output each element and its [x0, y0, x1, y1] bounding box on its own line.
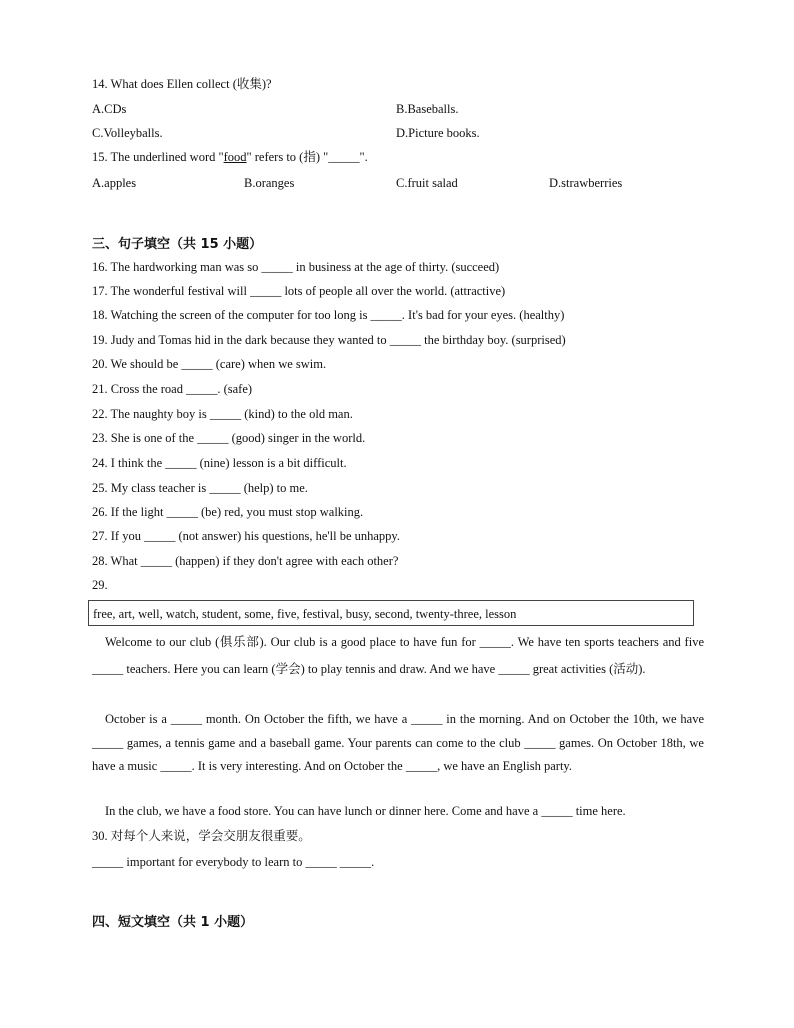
sentence-17: 17. The wonderful festival will _____ lots of people all over the world. (attractive)	[92, 284, 506, 298]
q14-option-d: D.Picture books.	[396, 126, 480, 140]
sentence-28: 28. What _____ (happen) if they don't agree with each other?	[92, 554, 399, 568]
question-29-number: 29.	[92, 578, 108, 592]
q14-option-c: C.Volleyballs.	[92, 126, 163, 140]
sentence-19: 19. Judy and Tomas hid in the dark because they wanted to _____ the birthday boy. (surprised)	[92, 333, 566, 347]
q15-underlined-word: food	[223, 150, 247, 164]
question-30-prompt: 30. 对每个人来说，学会交朋友很重要。	[92, 829, 311, 843]
sentence-22: 22. The naughty boy is _____ (kind) to the old man.	[92, 407, 353, 421]
question-15-stem	[92, 149, 368, 165]
word-bank-text: free, art, well, watch, student, some, five, festival, busy, second, twenty-three, lesson	[93, 607, 517, 621]
q14-option-a: A.CDs	[92, 102, 127, 116]
q15-option-c: C.fruit salad	[396, 176, 458, 190]
passage-paragraph-2: October is a _____ month. On October the fifth, we have a _____ in the morning. And on October the 10th, we have _____ games, a tennis game and a baseball game. Your parents can come to the club _____ games. On October 18th, we have a music _____. It is very interesting. And on October the _____, we have an English party.	[92, 712, 704, 773]
passage-paragraph-1: Welcome to our club (俱乐部). Our club is a good place to have fun for _____. We have ten sports teachers and five _____ teachers. Here you can learn (学会) to play tennis and draw. And we have _____ great activities (活动).	[92, 635, 704, 676]
q15-stem-before: 15. The underlined word "	[92, 150, 224, 164]
question-14-stem: 14. What does Ellen collect (收集)?	[92, 77, 272, 91]
sentence-27: 27. If you _____ (not answer) his questions, he'll be unhappy.	[92, 529, 400, 543]
section-4-heading: 四、短文填空（共 1 小题）	[92, 915, 254, 930]
sentence-20: 20. We should be _____ (care) when we swim.	[92, 357, 327, 371]
passage-paragraph-3: In the club, we have a food store. You can have lunch or dinner here. Come and have a _____ time here.	[105, 804, 626, 818]
q15-stem-after: " refers to (指) "_____".	[246, 150, 368, 164]
q15-option-a: A.apples	[92, 176, 137, 190]
q14-option-b: B.Baseballs.	[396, 102, 459, 116]
sentence-23: 23. She is one of the _____ (good) singer in the world.	[92, 431, 366, 445]
sentence-25: 25. My class teacher is _____ (help) to me.	[92, 481, 308, 495]
sentence-16: 16. The hardworking man was so _____ in business at the age of thirty. (succeed)	[92, 260, 500, 274]
sentence-26: 26. If the light _____ (be) red, you must stop walking.	[92, 505, 364, 519]
sentence-18: 18. Watching the screen of the computer for too long is _____. It's bad for your eyes. (healthy)	[92, 308, 565, 322]
q15-option-d: D.strawberries	[549, 176, 623, 190]
sentence-24: 24. I think the _____ (nine) lesson is a bit difficult.	[92, 456, 347, 470]
question-30-answer-line: _____ important for everybody to learn to _____ _____.	[92, 855, 375, 869]
section-3-heading: 三、句子填空（共 15 小题）	[92, 237, 263, 252]
word-bank-box	[88, 600, 694, 626]
sentence-21: 21. Cross the road _____. (safe)	[92, 382, 253, 396]
q15-option-b: B.oranges	[244, 176, 295, 190]
